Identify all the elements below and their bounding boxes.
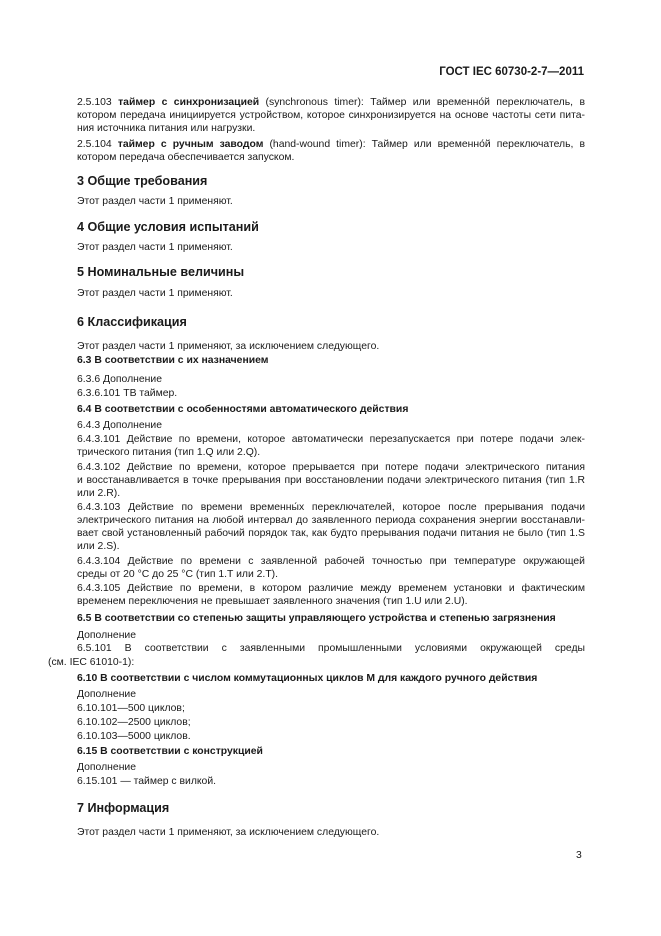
clause-6-4-3-103-line-1: 6.4.3.103 Действие по времени временны́х переключателей, которое после прерывания подачи <box>77 502 585 513</box>
clause-6-4-3-101-line-1: 6.4.3.101 Действие по времени, которое автоматически перезапускается при потере подачи элек- <box>77 434 585 445</box>
clause-6-4-3-101-line-2: трического питания (тип 1.Q или 2.Q). <box>77 447 261 458</box>
section-7-text: Этот раздел части 1 применяют, за исключением следующего. <box>77 827 380 838</box>
clause-6-5-addition: Дополнение <box>77 630 137 641</box>
section-4-heading: 4 Общие условия испытаний <box>77 220 259 234</box>
clause-6-4-3-102-line-1: 6.4.3.102 Действие по времени, которое прерывается при потере подачи электрического питания <box>77 462 585 473</box>
definition-2-5-104-line-2: котором передача обеспечивается запуском. <box>77 152 295 163</box>
page-number: 3 <box>576 850 582 861</box>
clause-6-4-3-103-line-2: электрического питания на любой интервал до заявленного периода сохранения энергии восстанавли- <box>77 515 585 526</box>
term-synchronous-timer: таймер с синхронизацией <box>118 97 260 108</box>
section-6-heading: 6 Классификация <box>77 315 187 329</box>
clause-6-4-3-102-line-3: или 2.R). <box>77 488 121 499</box>
definition-2-5-103-line-1: 2.5.103 таймер с синхронизацией (synchronous timer): Таймер или временно́й переключатель, в <box>77 97 585 108</box>
clause-6-10-addition: Дополнение <box>77 689 137 700</box>
clause-6-10-102: 6.10.102—2500 циклов; <box>77 717 191 728</box>
clause-6-3-heading: 6.3 В соответствии с их назначением <box>77 355 269 366</box>
clause-6-10-101: 6.10.101—500 циклов; <box>77 703 185 714</box>
clause-6-4-3-104-line-1: 6.4.3.104 Действие по времени с заявленной рабочей точностью при температуре окружающей <box>77 556 585 567</box>
clause-6-4-3-103-line-4: или 2.S). <box>77 541 120 552</box>
definition-2-5-104-line-1: 2.5.104 таймер с ручным заводом (hand-wound timer): Таймер или временно́й переключатель, в <box>77 139 585 150</box>
clause-6-5-heading: 6.5 В соответствии со степенью защиты управляющего устройства и степенью загрязнения <box>77 613 556 624</box>
clause-6-3-6: 6.3.6 Дополнение <box>77 374 163 385</box>
clause-6-10-heading: 6.10 В соответствии с числом коммутационных циклов M для каждого ручного действия <box>77 673 538 684</box>
clause-6-4-3-105-line-2: временем переключения не превышает заявленного значения (тип 1.U или 2.U). <box>77 596 468 607</box>
clause-6-15-101: 6.15.101 — таймер с вилкой. <box>77 776 217 787</box>
clause-6-4-3-105-line-1: 6.4.3.105 Действие по времени, в котором различие между временем установки и фактическим <box>77 583 585 594</box>
clause-6-5-101-line-2: (см. IEC 61010-1): <box>48 657 135 668</box>
section-7-heading: 7 Информация <box>77 801 170 815</box>
clause-6-4-heading: 6.4 В соответствии с особенностями автоматического действия <box>77 404 409 415</box>
clause-6-15-addition: Дополнение <box>77 762 137 773</box>
clause-6-4-3-103-line-3: вает свой установленный рабочий порядок так, как будто прерывания подачи питания не было (тип 1.S <box>77 528 585 539</box>
term-hand-wound-timer: таймер с ручным заводом <box>117 139 264 150</box>
section-4-text: Этот раздел части 1 применяют. <box>77 242 233 253</box>
clause-6-5-101-line-1: 6.5.101 В соответствии с заявленными промышленными условиями окружающей среды <box>77 643 585 654</box>
section-5-heading: 5 Номинальные величины <box>77 265 245 279</box>
section-6-text: Этот раздел части 1 применяют, за исключением следующего. <box>77 341 380 352</box>
section-3-heading: 3 Общие требования <box>77 174 208 188</box>
clause-6-3-6-101: 6.3.6.101 ТВ таймер. <box>77 388 178 399</box>
definition-2-5-103-line-3: ния источника питания или нагрузки. <box>77 123 256 134</box>
document-header: ГОСТ IEC 60730-2-7—2011 <box>439 66 584 78</box>
clause-6-15-heading: 6.15 В соответствии с конструкцией <box>77 746 263 757</box>
section-5-text: Этот раздел части 1 применяют. <box>77 288 233 299</box>
clause-6-10-103: 6.10.103—5000 циклов. <box>77 731 191 742</box>
clause-6-4-3-104-line-2: среды от 20 °С до 25 °С (тип 1.T или 2.T). <box>77 569 279 580</box>
clause-6-4-3-102-line-2: и восстанавливается в точке прерывания при восстановлении подачи электрического питания (тип 1.R <box>77 475 585 486</box>
section-3-text: Этот раздел части 1 применяют. <box>77 196 233 207</box>
definition-2-5-103-line-2: котором передача инициируется устройством, которое синхронизируется на основе частоты сети пита- <box>77 110 585 121</box>
clause-6-4-3: 6.4.3 Дополнение <box>77 420 163 431</box>
